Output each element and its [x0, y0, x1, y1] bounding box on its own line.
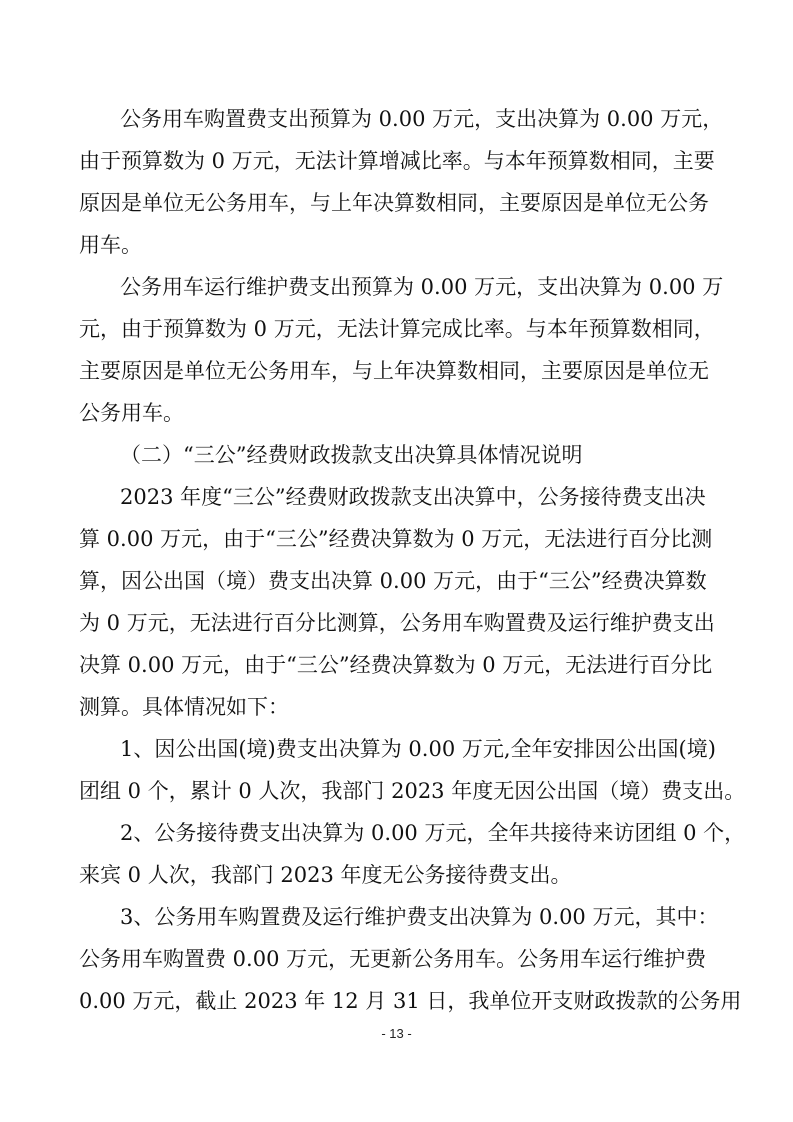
- paragraph-3-line-3: 算，因公出国（境）费支出决算 0.00 万元，由于“三公”经费决算数: [79, 569, 707, 593]
- paragraph-2-line-2: 元，由于预算数为 0 万元，无法计算完成比率。与本年预算数相同，: [79, 317, 715, 341]
- item-2-line-1: 2、公务接待费支出决算为 0.00 万元，全年共接待来访团组 0 个，: [120, 821, 746, 845]
- item-2-line-2: 来宾 0 人次，我部门 2023 年度无公务接待费支出。: [79, 863, 572, 887]
- paragraph-1-line-4: 用车。: [79, 233, 142, 257]
- paragraph-1-line-3: 原因是单位无公务用车，与上年决算数相同，主要原因是单位无公务: [79, 191, 709, 215]
- item-3-line-2: 公务用车购置费 0.00 万元，无更新公务用车。公务用车运行维护费: [79, 947, 707, 971]
- paragraph-1-line-2: 由于预算数为 0 万元，无法计算增减比率。与本年预算数相同，主要: [79, 149, 715, 173]
- item-3-line-1: 3、公务用车购置费及运行维护费支出决算为 0.00 万元，其中：: [120, 905, 719, 929]
- paragraph-3-line-1: 2023 年度“三公”经费财政拨款支出决算中，公务接待费支出决: [120, 485, 706, 509]
- paragraph-3-line-5: 决算 0.00 万元，由于“三公”经费决算数为 0 万元，无法进行百分比: [79, 653, 713, 677]
- paragraph-3-line-2: 算 0.00 万元，由于“三公”经费决算数为 0 万元，无法进行百分比测: [79, 527, 713, 551]
- paragraph-2-line-4: 公务用车。: [79, 401, 184, 425]
- paragraph-3-line-6: 测算。具体情况如下：: [79, 695, 289, 719]
- section-heading: （二）“三公”经费财政拨款支出决算具体情况说明: [120, 443, 583, 467]
- paragraph-2-line-3: 主要原因是单位无公务用车，与上年决算数相同，主要原因是单位无: [79, 359, 709, 383]
- item-1-line-2: 团组 0 个，累计 0 人次，我部门 2023 年度无因公出国（境）费支出。: [79, 779, 746, 803]
- paragraph-2-line-1: 公务用车运行维护费支出预算为 0.00 万元，支出决算为 0.00 万: [120, 275, 724, 299]
- item-1-line-1: 1、因公出国(境)费支出决算为 0.00 万元,全年安排因公出国(境): [120, 737, 716, 761]
- paragraph-1-line-1: 公务用车购置费支出预算为 0.00 万元，支出决算为 0.00 万元，: [120, 107, 724, 131]
- item-3-line-3: 0.00 万元，截止 2023 年 12 月 31 日，我单位开支财政拨款的公务用: [79, 989, 742, 1013]
- paragraph-3-line-4: 为 0 万元，无法进行百分比测算，公务用车购置费及运行维护费支出: [79, 611, 715, 635]
- page-number: - 13 -: [381, 1026, 412, 1041]
